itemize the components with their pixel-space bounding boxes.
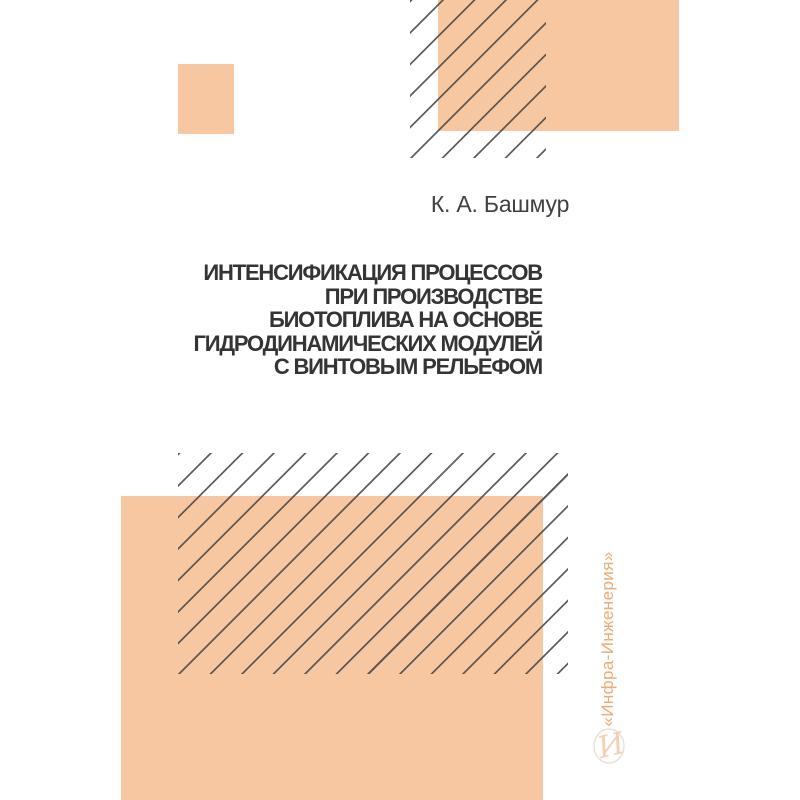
book-title xyxy=(122,261,542,379)
publisher-logo-icon xyxy=(588,720,632,770)
title-line-3: БИОТОПЛИВА НА ОСНОВЕ xyxy=(268,307,542,332)
publisher-name-vertical: «Инфра-Инженерия» xyxy=(598,551,617,727)
author-name: К. А. Башмур xyxy=(430,191,570,217)
logo-letter: И xyxy=(594,725,629,767)
deco-square-small xyxy=(178,64,234,134)
publisher-logo xyxy=(588,720,632,770)
title-line-5: С ВИНТОВЫМ РЕЛЬЕФОМ xyxy=(273,354,542,379)
title-line-4: ГИДРОДИНАМИЧЕСКИХ МОДУЛЕЙ xyxy=(193,330,542,356)
title-line-2: ПРИ ПРОИЗВОДСТВЕ xyxy=(324,283,542,309)
deco-hatch-bottom xyxy=(178,453,568,674)
deco-hatch-top xyxy=(410,0,546,158)
title-line-1: ИНТЕНСИФИКАЦИЯ ПРОЦЕССОВ xyxy=(203,260,542,285)
